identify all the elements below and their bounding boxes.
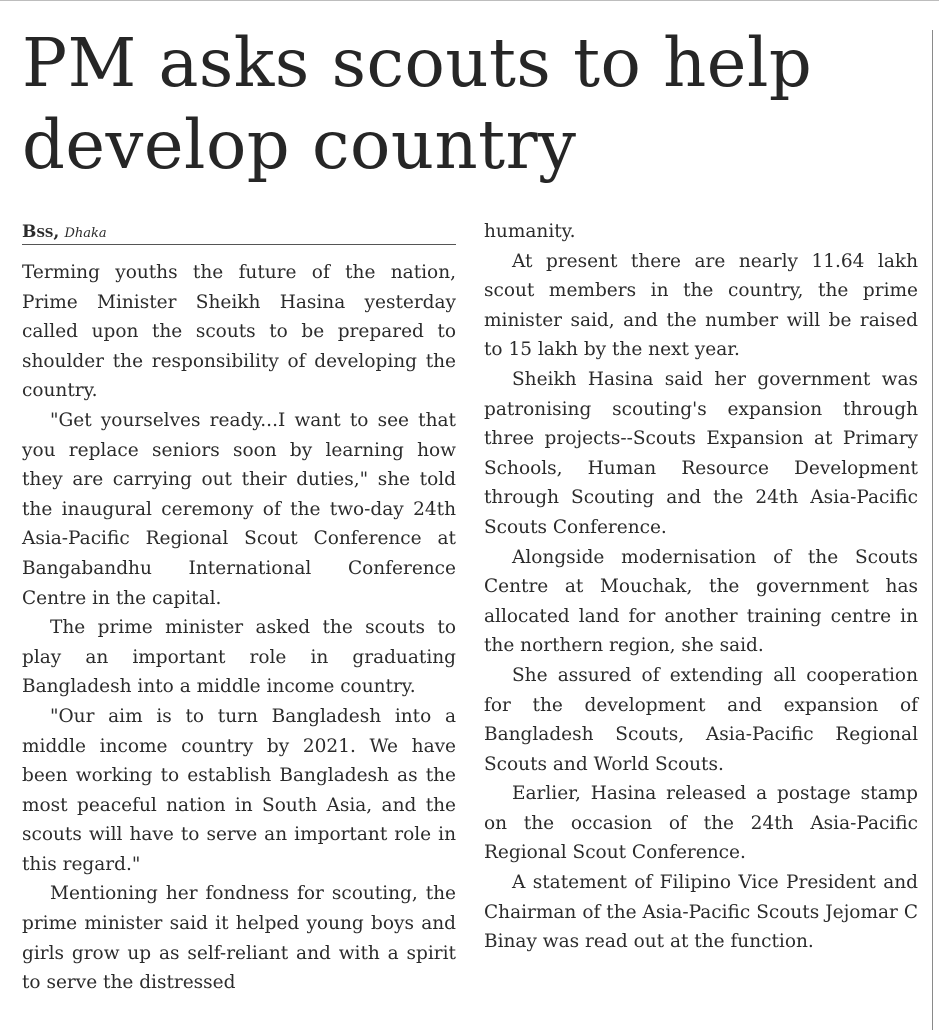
paragraph: Alongside modernisation of the Scouts Centre at Mouchak, the government has allocated land for another training centre in the northern region, she said.	[484, 546, 918, 657]
byline	[22, 222, 456, 245]
paragraph: Sheikh Hasina said her government was patronising scouting's expansion through three projects--Scouts Expansion at Primary Schools, Human Resource Development through Scouting and the 24th Asia-Pacific Scouts Conference.	[484, 368, 918, 538]
paragraph: Terming youths the future of the nation, Prime Minister Sheikh Hasina yesterday called upon the scouts to be prepared to shoulder the responsibility of developing the country.	[22, 262, 456, 402]
byline-city: Dhaka	[64, 226, 107, 241]
top-rule	[0, 0, 939, 1]
left-column	[22, 258, 456, 998]
paragraph: "Get yourselves ready...I want to see that you replace seniors soon by learning how they are carrying out their duties," she told the inaugural ceremony of the two-day 24th Asia-Pacific Regional Scout Conference at Bangabandhu International Conference Centre in the capital.	[22, 409, 456, 609]
paragraph: Mentioning her fondness for scouting, the prime minister said it helped young boys and girls grow up as self-reliant and with a spirit to serve the distressed	[22, 883, 456, 994]
paragraph-continued: humanity.	[484, 221, 576, 242]
paragraph: She assured of extending all cooperation for the development and expansion of Bangladesh Scouts, Asia-Pacific Regional Scouts and World Scouts.	[484, 664, 918, 775]
paragraph: Earlier, Hasina released a postage stamp on the occasion of the 24th Asia-Pacific Regional Scout Conference.	[484, 783, 918, 864]
headline: PM asks scouts to help develop country	[22, 24, 813, 184]
paragraph: At present there are nearly 11.64 lakh scout members in the country, the prime minister said, and the number will be raised to 15 lakh by the next year.	[484, 250, 918, 361]
paragraph: A statement of Filipino Vice President and Chairman of the Asia-Pacific Scouts Jejomar C Binay was read out at the function.	[484, 872, 918, 953]
paragraph: "Our aim is to turn Bangladesh into a middle income country by 2021. We have been working to establish Bangladesh as the most peaceful nation in South Asia, and the scouts will have to serve an important role in this regard."	[22, 705, 456, 875]
column-rule	[932, 30, 933, 1030]
right-column	[484, 217, 918, 957]
byline-agency: Bss,	[22, 222, 60, 242]
paragraph: The prime minister asked the scouts to play an important role in graduating Bangladesh into a middle income country.	[22, 617, 456, 698]
